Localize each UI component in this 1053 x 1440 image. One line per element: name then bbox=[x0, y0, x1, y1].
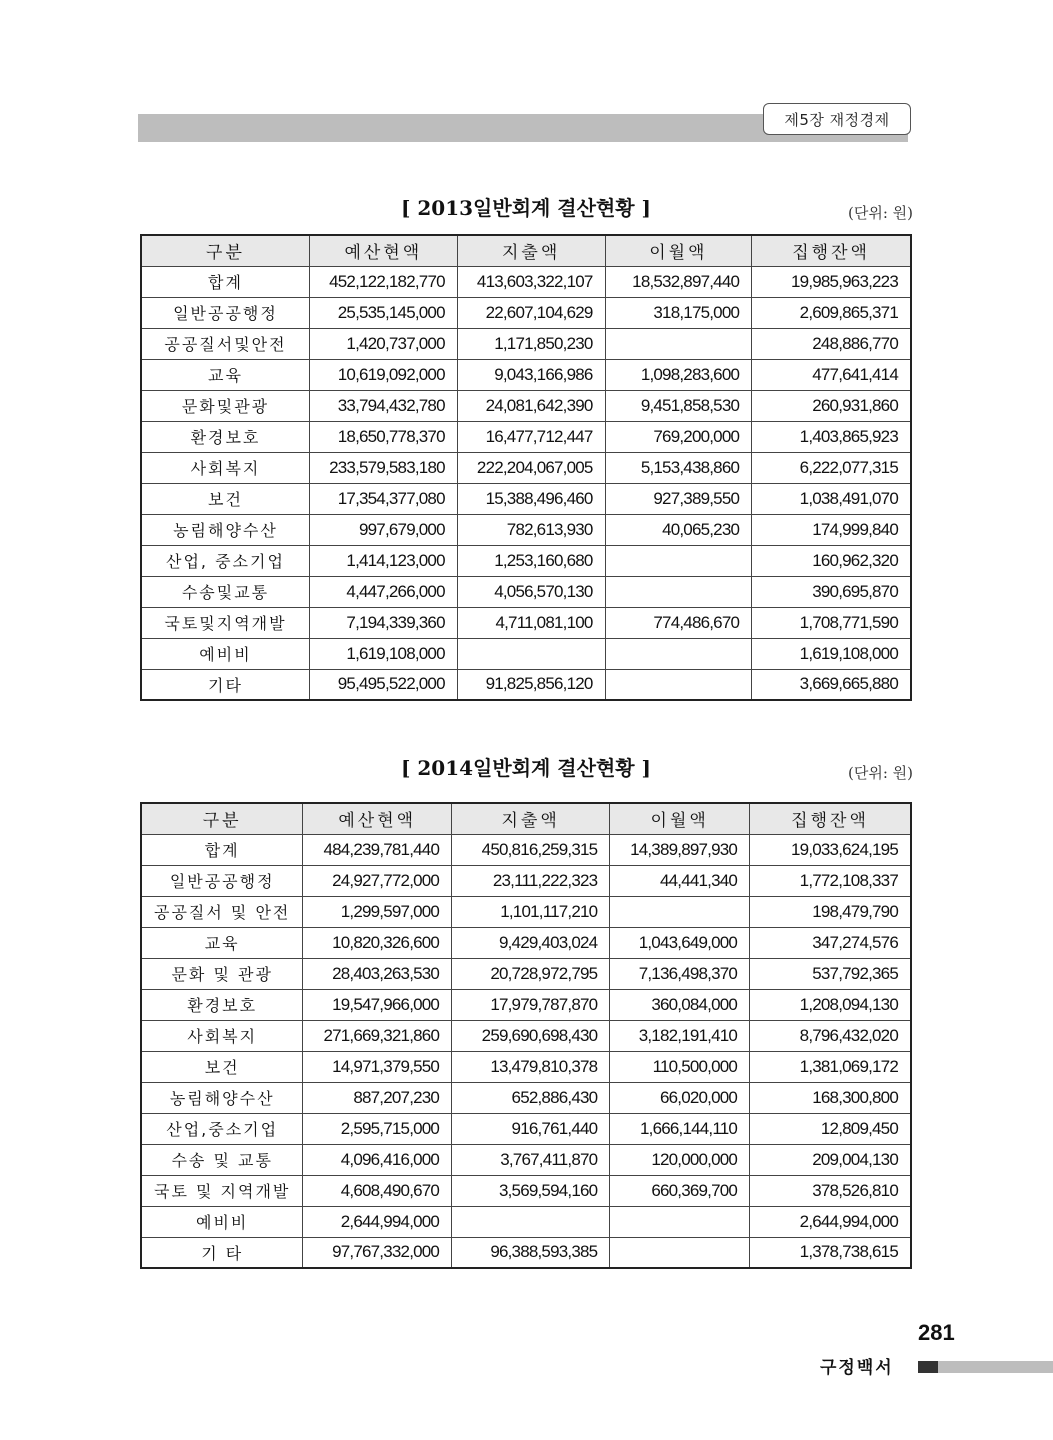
amount-cell: 22,607,104,629 bbox=[457, 297, 605, 328]
amount-cell: 927,389,550 bbox=[605, 483, 752, 514]
amount-cell: 16,477,712,447 bbox=[457, 421, 605, 452]
category-cell: 환경보호 bbox=[141, 421, 309, 452]
amount-cell bbox=[605, 328, 752, 359]
category-cell: 국토 및 지역개발 bbox=[141, 1175, 303, 1206]
table-row bbox=[141, 669, 911, 700]
table-row bbox=[141, 989, 911, 1020]
category-cell: 수송및교통 bbox=[141, 576, 309, 607]
footer-bar-light bbox=[938, 1361, 1053, 1373]
table-row bbox=[141, 390, 911, 421]
table-row bbox=[141, 865, 911, 896]
header-row bbox=[141, 235, 911, 266]
table-row bbox=[141, 927, 911, 958]
amount-cell: 7,194,339,360 bbox=[309, 607, 457, 638]
category-cell: 교육 bbox=[141, 359, 309, 390]
category-cell: 사회복지 bbox=[141, 1020, 303, 1051]
amount-cell: 360,084,000 bbox=[610, 989, 750, 1020]
amount-cell: 477,641,414 bbox=[752, 359, 911, 390]
amount-cell: 17,979,787,870 bbox=[452, 989, 610, 1020]
chapter-tab bbox=[763, 103, 911, 135]
category-cell: 수송 및 교통 bbox=[141, 1144, 303, 1175]
category-cell: 사회복지 bbox=[141, 452, 309, 483]
footer-bar-dark bbox=[918, 1361, 938, 1373]
column-header: 지출액 bbox=[457, 235, 605, 266]
amount-cell: 96,388,593,385 bbox=[452, 1237, 610, 1268]
amount-cell: 2,595,715,000 bbox=[303, 1113, 452, 1144]
table-row bbox=[141, 328, 911, 359]
amount-cell: 652,886,430 bbox=[452, 1082, 610, 1113]
amount-cell: 15,388,496,460 bbox=[457, 483, 605, 514]
book-title: 구정백서 bbox=[820, 1358, 894, 1378]
amount-cell: 9,043,166,986 bbox=[457, 359, 605, 390]
amount-cell: 19,547,966,000 bbox=[303, 989, 452, 1020]
amount-cell: 1,171,850,230 bbox=[457, 328, 605, 359]
amount-cell: 9,429,403,024 bbox=[452, 927, 610, 958]
amount-cell: 44,441,340 bbox=[610, 865, 750, 896]
amount-cell: 1,101,117,210 bbox=[452, 896, 610, 927]
page-number: 281 bbox=[918, 1320, 955, 1345]
settlement-table-2014 bbox=[140, 802, 912, 1269]
amount-cell: 769,200,000 bbox=[605, 421, 752, 452]
table-row bbox=[141, 297, 911, 328]
amount-cell: 24,927,772,000 bbox=[303, 865, 452, 896]
amount-cell: 23,111,222,323 bbox=[452, 865, 610, 896]
table-row bbox=[141, 266, 911, 297]
table-row bbox=[141, 514, 911, 545]
amount-cell: 91,825,856,120 bbox=[457, 669, 605, 700]
amount-cell: 1,619,108,000 bbox=[309, 638, 457, 669]
amount-cell: 1,378,738,615 bbox=[750, 1237, 911, 1268]
category-cell: 예비비 bbox=[141, 638, 309, 669]
table-row bbox=[141, 1206, 911, 1237]
table-row bbox=[141, 452, 911, 483]
amount-cell bbox=[605, 669, 752, 700]
amount-cell: 7,136,498,370 bbox=[610, 958, 750, 989]
table-row bbox=[141, 545, 911, 576]
table-row bbox=[141, 1051, 911, 1082]
category-cell: 문화 및 관광 bbox=[141, 958, 303, 989]
unit-label-2014: (단위: 원) bbox=[848, 764, 913, 782]
amount-cell bbox=[605, 576, 752, 607]
amount-cell: 997,679,000 bbox=[309, 514, 457, 545]
amount-cell: 1,381,069,172 bbox=[750, 1051, 911, 1082]
category-cell: 합계 bbox=[141, 834, 303, 865]
amount-cell: 33,794,432,780 bbox=[309, 390, 457, 421]
amount-cell bbox=[457, 638, 605, 669]
amount-cell: 8,796,432,020 bbox=[750, 1020, 911, 1051]
amount-cell: 347,274,576 bbox=[750, 927, 911, 958]
amount-cell bbox=[610, 1237, 750, 1268]
amount-cell: 1,208,094,130 bbox=[750, 989, 911, 1020]
amount-cell: 18,532,897,440 bbox=[605, 266, 752, 297]
column-header: 예산현액 bbox=[303, 803, 452, 834]
table-row bbox=[141, 576, 911, 607]
amount-cell: 248,886,770 bbox=[752, 328, 911, 359]
amount-cell: 66,020,000 bbox=[610, 1082, 750, 1113]
amount-cell: 1,420,737,000 bbox=[309, 328, 457, 359]
amount-cell: 452,122,182,770 bbox=[309, 266, 457, 297]
amount-cell: 97,767,332,000 bbox=[303, 1237, 452, 1268]
amount-cell: 390,695,870 bbox=[752, 576, 911, 607]
column-header: 구분 bbox=[141, 803, 303, 834]
amount-cell: 1,414,123,000 bbox=[309, 545, 457, 576]
amount-cell: 4,056,570,130 bbox=[457, 576, 605, 607]
amount-cell: 782,613,930 bbox=[457, 514, 605, 545]
amount-cell: 14,389,897,930 bbox=[610, 834, 750, 865]
amount-cell: 20,728,972,795 bbox=[452, 958, 610, 989]
column-header: 예산현액 bbox=[309, 235, 457, 266]
table-row bbox=[141, 1020, 911, 1051]
table-row bbox=[141, 1237, 911, 1268]
amount-cell: 378,526,810 bbox=[750, 1175, 911, 1206]
amount-cell bbox=[452, 1206, 610, 1237]
category-cell: 교육 bbox=[141, 927, 303, 958]
amount-cell: 9,451,858,530 bbox=[605, 390, 752, 421]
amount-cell: 222,204,067,005 bbox=[457, 452, 605, 483]
amount-cell: 25,535,145,000 bbox=[309, 297, 457, 328]
column-header: 집행잔액 bbox=[752, 235, 911, 266]
amount-cell: 774,486,670 bbox=[605, 607, 752, 638]
category-cell: 산업, 중소기업 bbox=[141, 545, 309, 576]
amount-cell bbox=[605, 545, 752, 576]
category-cell: 산업,중소기업 bbox=[141, 1113, 303, 1144]
amount-cell: 413,603,322,107 bbox=[457, 266, 605, 297]
amount-cell: 160,962,320 bbox=[752, 545, 911, 576]
table-row bbox=[141, 359, 911, 390]
category-cell: 농림해양수산 bbox=[141, 1082, 303, 1113]
amount-cell: 450,816,259,315 bbox=[452, 834, 610, 865]
amount-cell: 13,479,810,378 bbox=[452, 1051, 610, 1082]
amount-cell: 174,999,840 bbox=[752, 514, 911, 545]
category-cell: 문화및관광 bbox=[141, 390, 309, 421]
amount-cell: 259,690,698,430 bbox=[452, 1020, 610, 1051]
amount-cell: 40,065,230 bbox=[605, 514, 752, 545]
amount-cell: 1,403,865,923 bbox=[752, 421, 911, 452]
column-header: 지출액 bbox=[452, 803, 610, 834]
amount-cell: 1,043,649,000 bbox=[610, 927, 750, 958]
amount-cell: 4,608,490,670 bbox=[303, 1175, 452, 1206]
amount-cell: 168,300,800 bbox=[750, 1082, 911, 1113]
column-header: 이월액 bbox=[610, 803, 750, 834]
table-row bbox=[141, 1144, 911, 1175]
amount-cell: 1,772,108,337 bbox=[750, 865, 911, 896]
amount-cell: 887,207,230 bbox=[303, 1082, 452, 1113]
amount-cell: 198,479,790 bbox=[750, 896, 911, 927]
category-cell: 농림해양수산 bbox=[141, 514, 309, 545]
amount-cell: 1,038,491,070 bbox=[752, 483, 911, 514]
table-row bbox=[141, 1113, 911, 1144]
amount-cell: 120,000,000 bbox=[610, 1144, 750, 1175]
amount-cell: 95,495,522,000 bbox=[309, 669, 457, 700]
category-cell: 환경보호 bbox=[141, 989, 303, 1020]
amount-cell: 18,650,778,370 bbox=[309, 421, 457, 452]
amount-cell: 916,761,440 bbox=[452, 1113, 610, 1144]
column-header: 집행잔액 bbox=[750, 803, 911, 834]
amount-cell: 2,644,994,000 bbox=[750, 1206, 911, 1237]
amount-cell: 537,792,365 bbox=[750, 958, 911, 989]
table-row bbox=[141, 896, 911, 927]
amount-cell: 10,820,326,600 bbox=[303, 927, 452, 958]
table-row bbox=[141, 638, 911, 669]
amount-cell: 1,619,108,000 bbox=[752, 638, 911, 669]
header-row bbox=[141, 803, 911, 834]
column-header: 구분 bbox=[141, 235, 309, 266]
chapter-label: 제5장 재정경제 bbox=[784, 110, 890, 129]
amount-cell: 2,644,994,000 bbox=[303, 1206, 452, 1237]
table-row bbox=[141, 834, 911, 865]
amount-cell: 1,299,597,000 bbox=[303, 896, 452, 927]
amount-cell: 24,081,642,390 bbox=[457, 390, 605, 421]
amount-cell bbox=[605, 638, 752, 669]
amount-cell: 484,239,781,440 bbox=[303, 834, 452, 865]
category-cell: 국토및지역개발 bbox=[141, 607, 309, 638]
amount-cell bbox=[610, 896, 750, 927]
table-title-2013: [ 2013일반회계 결산현황 ] bbox=[400, 196, 652, 220]
amount-cell: 3,669,665,880 bbox=[752, 669, 911, 700]
amount-cell: 28,403,263,530 bbox=[303, 958, 452, 989]
amount-cell: 14,971,379,550 bbox=[303, 1051, 452, 1082]
category-cell: 보건 bbox=[141, 1051, 303, 1082]
category-cell: 공공질서 및 안전 bbox=[141, 896, 303, 927]
table-row bbox=[141, 1082, 911, 1113]
amount-cell: 1,253,160,680 bbox=[457, 545, 605, 576]
amount-cell: 233,579,583,180 bbox=[309, 452, 457, 483]
amount-cell: 4,711,081,100 bbox=[457, 607, 605, 638]
table-row bbox=[141, 483, 911, 514]
amount-cell: 1,098,283,600 bbox=[605, 359, 752, 390]
amount-cell: 260,931,860 bbox=[752, 390, 911, 421]
amount-cell: 4,096,416,000 bbox=[303, 1144, 452, 1175]
amount-cell: 3,569,594,160 bbox=[452, 1175, 610, 1206]
table-row bbox=[141, 607, 911, 638]
category-cell: 공공질서및안전 bbox=[141, 328, 309, 359]
category-cell: 일반공공행정 bbox=[141, 297, 309, 328]
amount-cell: 5,153,438,860 bbox=[605, 452, 752, 483]
category-cell: 기타 bbox=[141, 669, 309, 700]
table-title-2014: [ 2014일반회계 결산현황 ] bbox=[400, 756, 652, 780]
amount-cell: 209,004,130 bbox=[750, 1144, 911, 1175]
column-header: 이월액 bbox=[605, 235, 752, 266]
amount-cell: 2,609,865,371 bbox=[752, 297, 911, 328]
amount-cell: 17,354,377,080 bbox=[309, 483, 457, 514]
amount-cell: 271,669,321,860 bbox=[303, 1020, 452, 1051]
category-cell: 예비비 bbox=[141, 1206, 303, 1237]
table-row bbox=[141, 958, 911, 989]
table-row bbox=[141, 421, 911, 452]
amount-cell: 10,619,092,000 bbox=[309, 359, 457, 390]
amount-cell: 1,708,771,590 bbox=[752, 607, 911, 638]
amount-cell: 3,182,191,410 bbox=[610, 1020, 750, 1051]
amount-cell: 318,175,000 bbox=[605, 297, 752, 328]
amount-cell: 6,222,077,315 bbox=[752, 452, 911, 483]
amount-cell: 660,369,700 bbox=[610, 1175, 750, 1206]
amount-cell: 110,500,000 bbox=[610, 1051, 750, 1082]
amount-cell bbox=[610, 1206, 750, 1237]
amount-cell: 3,767,411,870 bbox=[452, 1144, 610, 1175]
category-cell: 기 타 bbox=[141, 1237, 303, 1268]
amount-cell: 19,033,624,195 bbox=[750, 834, 911, 865]
table-row bbox=[141, 1175, 911, 1206]
settlement-table-2013 bbox=[140, 234, 912, 701]
category-cell: 보건 bbox=[141, 483, 309, 514]
unit-label-2013: (단위: 원) bbox=[848, 204, 913, 222]
category-cell: 일반공공행정 bbox=[141, 865, 303, 896]
category-cell: 합계 bbox=[141, 266, 309, 297]
amount-cell: 1,666,144,110 bbox=[610, 1113, 750, 1144]
amount-cell: 12,809,450 bbox=[750, 1113, 911, 1144]
amount-cell: 4,447,266,000 bbox=[309, 576, 457, 607]
amount-cell: 19,985,963,223 bbox=[752, 266, 911, 297]
